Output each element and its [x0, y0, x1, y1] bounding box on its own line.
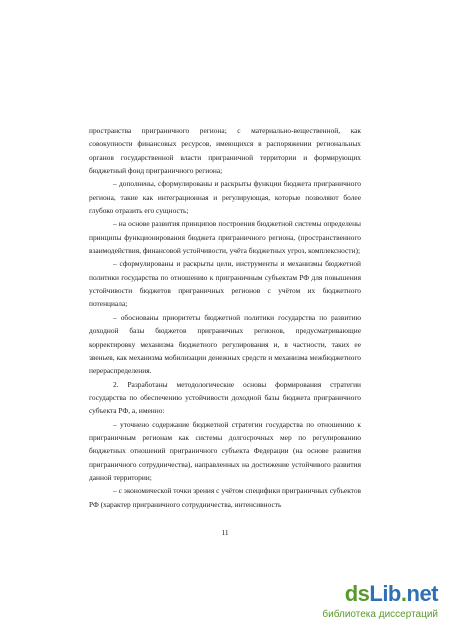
watermark-caption: библиотека диссертаций — [322, 609, 438, 620]
paragraph-1: пространства приграничного региона; с материально-вещественной, как совокупности финансовых ресурсов, имеющихся в распоряжении региональных органов государственной власти приграничной территории и формирующих бюджетный фонд приграничного региона; — [89, 126, 361, 176]
dslib-watermark[interactable] — [320, 582, 438, 628]
paragraph-5: – обоснованы приоритеты бюджетной политики государства по развитию доходной базы бюджетов приграничных регионов, предусматривающие корректировку механизма бюджетного регулирования и, в частности, таких ее звеньев, как механизма мобилизации денежных средств и механизма межбюджетного перераспределения. — [89, 312, 361, 376]
logo-ds: ds — [344, 581, 370, 606]
paragraph-6: 2. Разработаны методологические основы формирования стратегии государства по обеспечению устойчивости доходной базы бюджета приграничного субъекта РФ, а, именно: — [89, 379, 361, 416]
logo-net: net — [406, 581, 438, 606]
page-number: 11 — [221, 528, 229, 537]
logo-lib: Lib — [369, 581, 401, 606]
paragraph-7: – уточнено содержание бюджетной стратегии государства по отношению к приграничным регионам как системы долгосрочных мер по регулированию бюджетных отношений приграничного субъекта Федерации (на основе развития приграничного сотрудничества), направленных на достижение устойчивого развития данной территории; — [89, 419, 361, 482]
logo-dot: . — [400, 581, 407, 606]
paragraph-3: – на основе развития принципов построения бюджетной системы определены принципы функционирования бюджета приграничного региона, (пространственного взаимодействия, финансовой устойчивости, учёта бюджетных угроз, комплексности); — [89, 219, 361, 256]
dslib-logo — [320, 582, 438, 606]
paragraph-8: – с экономической точки зрения с учётом специфики приграничных субъектов РФ (характер приграничного сотрудничества, интенсивность — [89, 486, 361, 509]
body-text — [89, 124, 361, 511]
paragraph-2: – дополнены, сформулированы и раскрыты функции бюджета приграничного региона, такие как интеграционная и регулирующая, которые позволяют более глубоко отразить его сущность; — [89, 179, 361, 216]
paragraph-4: – сформулированы и раскрыты цели, инструменты и механизмы бюджетной политики государства по отношению к приграничным субъектам РФ для повышения устойчивости бюджетов приграничных регионов с учётом их бюджетного потенциала; — [89, 259, 361, 309]
